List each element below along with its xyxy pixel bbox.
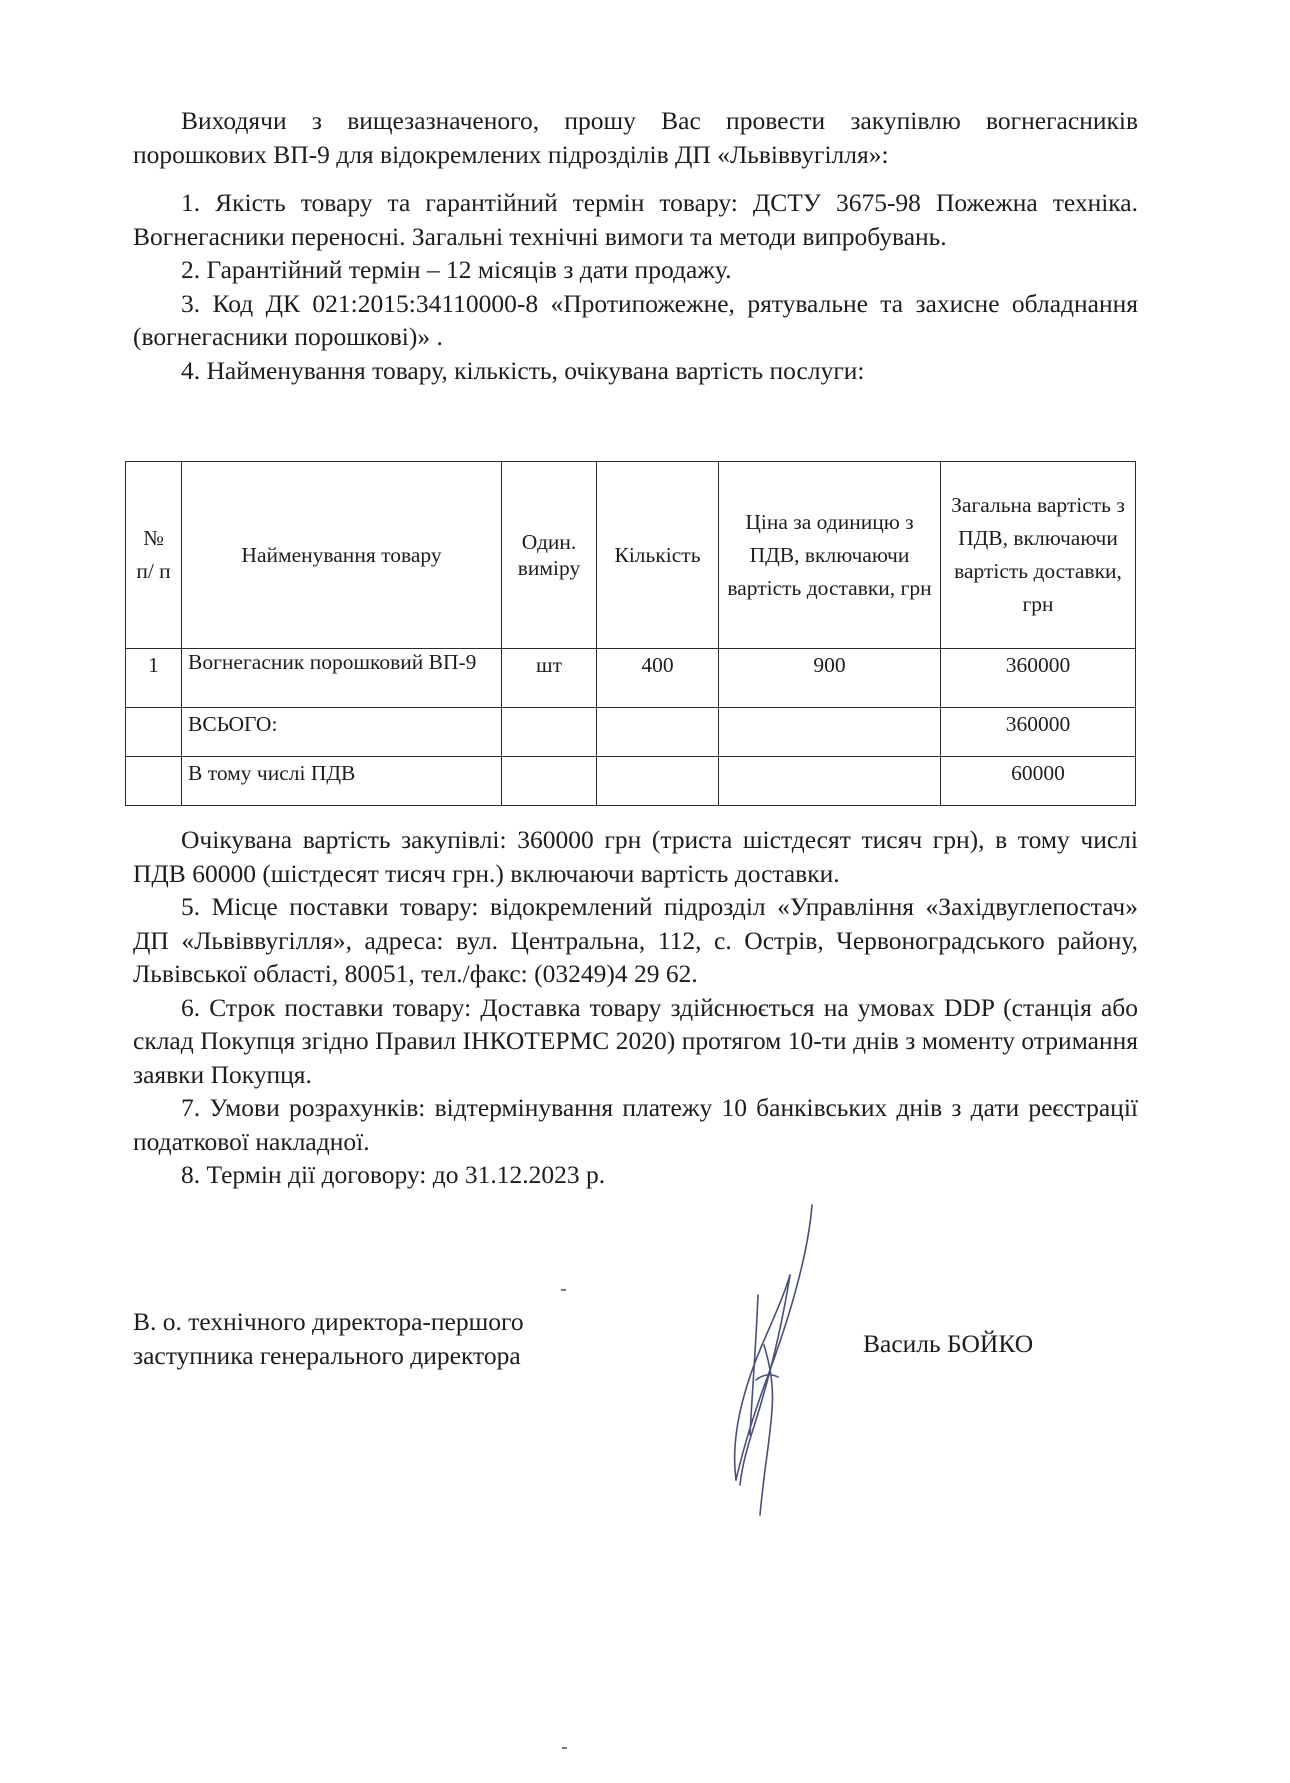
cell-price: 900 [719,649,941,708]
header-qty: Кількість [597,462,719,649]
cell-unit: шт [502,649,597,708]
table-header-row [126,462,1136,649]
item-1: 1. Якість товару та гарантійний термін товару: ДСТУ 3675-98 Пожежна техніка. Вогнегасники переносні. Загальні технічні вимоги та методи випробувань. [133,188,1138,251]
cell-total: 360000 [941,649,1136,708]
signatory-name: Василь БОЙКО [863,1329,1034,1358]
item-4: 4. Найменування товару, кількість, очікувана вартість послуги: [181,355,865,385]
table-row-sum [126,708,1136,757]
intro-paragraph: Виходячи з вищезазначеного, прошу Вас провести закупівлю вогнегасників порошкових ВП-9 для відокремлених підрозділів ДП «Львіввугілля»: [133,106,1138,169]
scan-mark [561,1289,566,1291]
signatory-position [133,1305,524,1372]
intro-block [133,104,1138,387]
item-6: 6. Строк поставки товару: Доставка товару здійснюється на умовах DDP (станція або склад Покупця згідно Правил ІНКОТЕРМС 2020) протягом 10-ти днів з моменту отримання заявки Покупця. [133,992,1138,1089]
item-2: 2. Гарантійний термін – 12 місяців з дати продажу. [181,255,732,284]
cell-name: Вогнегасник порошковий ВП-9 [182,649,502,708]
header-num: № п/ п [126,462,182,649]
cell-num: 1 [126,649,182,708]
item-7: 7. Умови розрахунків: відтермінування платежу 10 банківських днів з дати реєстрації податкової накладної. [133,1093,1138,1156]
header-total: Загальна вартість з ПДВ, включаючи вартість доставки, грн [941,462,1136,649]
position-line-2: заступника генерального директора [133,1340,521,1370]
header-unit: Один. виміру [502,462,597,649]
item-5: 5. Місце поставки товару: відокремлений підрозділ «Управління «Західвуглепостач» ДП «Львіввугілля», адреса: вул. Центральна, 112, с. Острів, Червоноградського району, Львівської області, 80051, тел./факс: (03249)4 29 62. [133,892,1138,988]
item-3: 3. Код ДК 021:2015:34110000-8 «Протипожежне, рятувальне та захисне обладнання (вогнегасники порошкові)» . [133,288,1138,351]
sum-label: ВСЬОГО: [182,708,502,757]
cell-qty: 400 [597,649,719,708]
goods-table [125,461,1136,806]
header-price: Ціна за одиницю з ПДВ, включаючи вартість доставки, грн [719,462,941,649]
item-8: 8. Термін дії договору: до 31.12.2023 р. [181,1160,606,1189]
vat-value: 60000 [941,757,1136,806]
scan-mark [562,1747,567,1749]
table-row-vat [126,757,1136,806]
sum-value: 360000 [941,708,1136,757]
position-line-1: В. о. технічного директора-першого [133,1307,524,1336]
vat-label: В тому числі ПДВ [182,757,502,806]
expected-cost: Очікувана вартість закупівлі: 360000 грн (триста шістдесят тисяч грн), в тому числі ПДВ 60000 (шістдесят тисяч грн.) включаючи вартість доставки. [133,825,1138,888]
details-block [133,823,1138,1192]
table-row [126,649,1136,708]
handwritten-signature [700,1195,840,1525]
header-name: Найменування товару [182,462,502,649]
